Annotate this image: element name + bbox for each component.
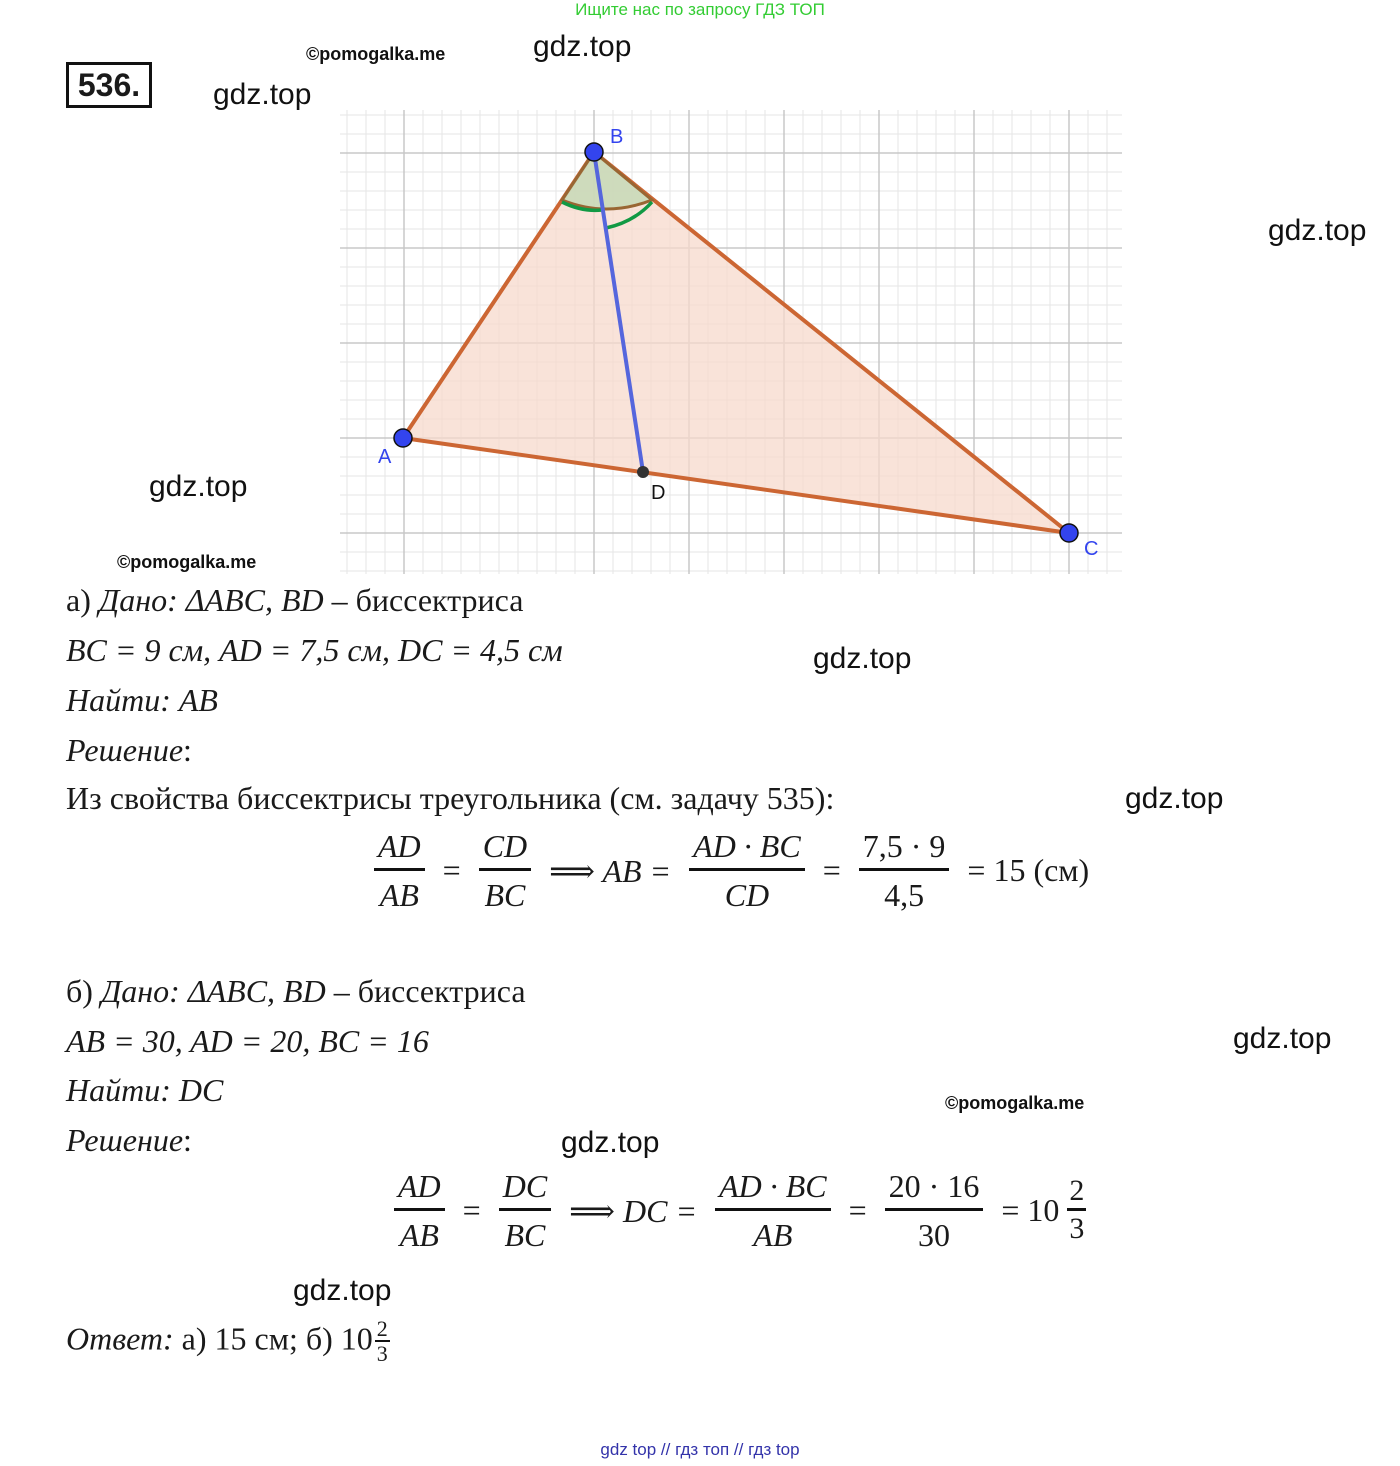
denominator: BC (484, 877, 526, 913)
part-b-given-tail: – биссектриса (325, 973, 526, 1009)
watermark-gdz-6: gdz.top (1125, 782, 1224, 815)
part-b-solution-colon: : (183, 1122, 192, 1158)
fraction-adbc-ab (715, 1166, 831, 1255)
result-b-whole: = 10 (1001, 1192, 1060, 1228)
part-b-given-expr: : ΔABC, BD (169, 973, 326, 1009)
part-b-solution (66, 1122, 192, 1159)
part-a-equation (370, 826, 1095, 915)
part-b-find (66, 1072, 223, 1109)
label-c: C (1084, 538, 1099, 560)
part-a-given-expr: : ΔABC, BD (167, 582, 324, 618)
denominator: AB (399, 1217, 439, 1253)
part-b-prefix: б) (66, 973, 101, 1009)
fraction-adbc-cd (689, 826, 805, 915)
answer-text: а) 15 см; б) 10 (173, 1320, 373, 1357)
label-d: D (651, 482, 666, 504)
fraction-dc-bc (499, 1166, 551, 1255)
point-a (394, 429, 412, 447)
numerator: DC (499, 1166, 551, 1211)
denominator: 4,5 (884, 877, 925, 913)
numerator: AD · BC (689, 826, 805, 871)
part-a-property: Из свойства биссектрисы треугольника (см. задачу 535): (66, 780, 835, 816)
part-a-given-tail: – биссектриса (323, 582, 524, 618)
triangle-figure (340, 110, 1130, 580)
numerator: CD (479, 826, 531, 871)
watermark-pomogalka-1: ©pomogalka.me (306, 44, 446, 64)
numerator: AD · BC (715, 1166, 831, 1211)
watermark-gdz-2: gdz.top (213, 78, 312, 111)
footer-links: gdz top // гдз топ // гдз top (600, 1440, 800, 1459)
denominator: 3 (376, 1341, 388, 1366)
denominator: AB (379, 877, 419, 913)
fraction-numeric (859, 826, 950, 915)
watermark-gdz-4: gdz.top (149, 470, 248, 503)
result-a: = 15 (см) (967, 852, 1090, 888)
fraction-ad-ab (374, 826, 425, 915)
part-a-solution-colon: : (183, 732, 192, 768)
watermark-gdz-7: gdz.top (1233, 1022, 1332, 1055)
label-b: B (610, 126, 624, 148)
part-a-find-word: Найти (66, 682, 161, 718)
watermark-pomogalka-3: ©pomogalka.me (945, 1093, 1085, 1113)
part-b-equation (390, 1166, 1086, 1255)
numerator: 2 (1067, 1174, 1086, 1211)
answer-fraction (375, 1318, 390, 1366)
implies-dc: ⟹ DC = (569, 1192, 698, 1229)
top-banner: Ищите нас по запросу ГДЗ ТОП (575, 0, 825, 19)
watermark-gdz-1: gdz.top (533, 30, 632, 63)
part-a-find-expr: : AB (160, 682, 218, 718)
part-a-find (66, 682, 218, 719)
denominator: AB (753, 1217, 793, 1253)
part-b-given (66, 973, 526, 1010)
part-b-given-word: Дано (100, 973, 170, 1009)
point-b (585, 143, 603, 161)
equals-sign: = (822, 852, 841, 888)
part-a-given (66, 582, 523, 619)
numerator: AD (374, 826, 425, 871)
watermark-gdz-9: gdz.top (293, 1274, 392, 1307)
denominator: 3 (1069, 1212, 1085, 1245)
denominator: 30 (918, 1217, 950, 1253)
answer-line (66, 1318, 390, 1366)
point-c (1060, 524, 1078, 542)
part-b-solution-word: Решение (66, 1122, 184, 1158)
part-a-values: BC = 9 см, AD = 7,5 см, DC = 4,5 см (66, 632, 563, 668)
implies-ab: ⟹ AB = (549, 852, 672, 889)
denominator: CD (724, 877, 770, 913)
fraction-ad-ab (394, 1166, 445, 1255)
numerator: 2 (376, 1316, 388, 1341)
watermark-pomogalka-2: ©pomogalka.me (117, 552, 257, 572)
part-a-prefix: а) (66, 582, 99, 618)
part-b-find-expr: : DC (160, 1072, 224, 1108)
watermark-gdz-3: gdz.top (1268, 214, 1367, 247)
result-b-fraction (1067, 1174, 1086, 1247)
watermark-gdz-5: gdz.top (813, 642, 912, 675)
point-d (637, 466, 649, 478)
equals-sign: = (442, 852, 461, 888)
answer-word: Ответ: (66, 1320, 174, 1357)
numerator: 7,5 · 9 (859, 826, 950, 871)
problem-number: 536. (66, 62, 152, 108)
part-b-values: AB = 30, AD = 20, BC = 16 (66, 1023, 429, 1059)
denominator: BC (504, 1217, 546, 1253)
fraction-cd-bc (479, 826, 531, 915)
part-b-find-word: Найти (66, 1072, 161, 1108)
equals-sign: = (848, 1192, 867, 1228)
part-a-solution (66, 732, 192, 769)
watermark-gdz-8: gdz.top (561, 1126, 660, 1159)
numerator: 20 · 16 (885, 1166, 984, 1211)
label-a: A (378, 446, 392, 468)
equals-sign: = (462, 1192, 481, 1228)
numerator: AD (394, 1166, 445, 1211)
part-a-given-word: Дано (98, 582, 168, 618)
fraction-numeric (885, 1166, 984, 1255)
part-a-solution-word: Решение (66, 732, 184, 768)
